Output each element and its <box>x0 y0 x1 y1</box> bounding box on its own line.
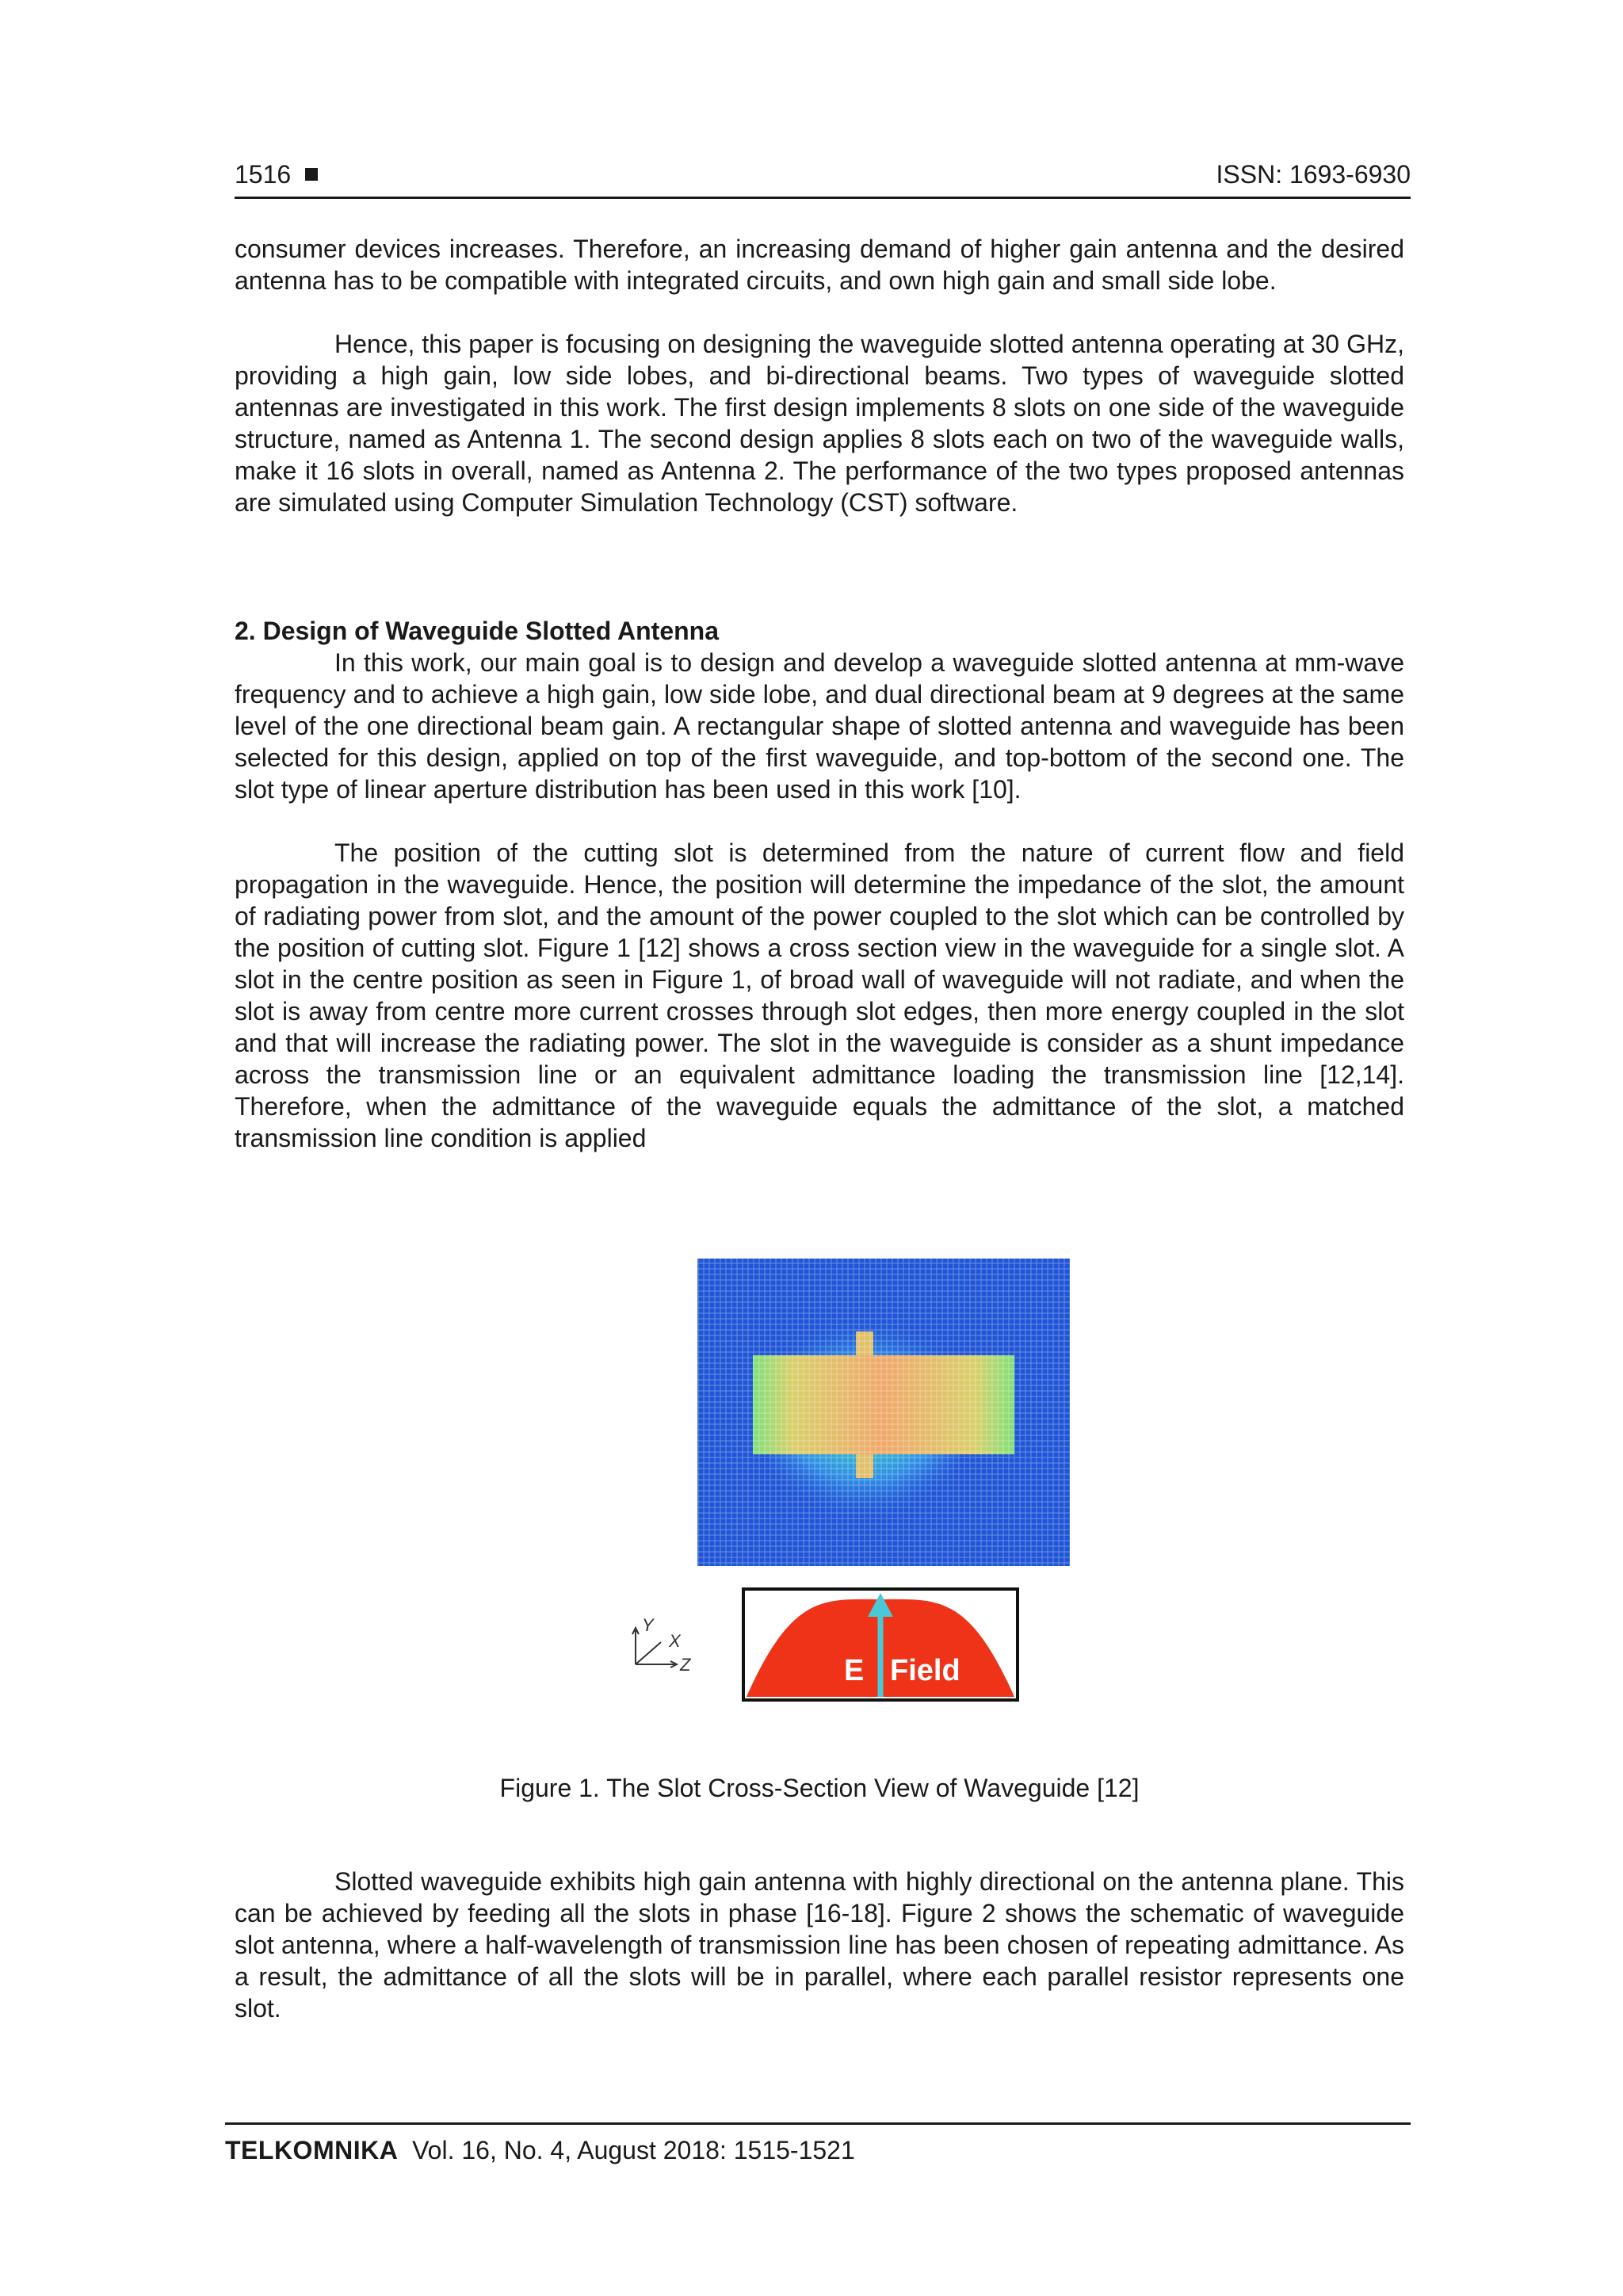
square-bullet-icon <box>305 168 318 181</box>
field-label-field: Field <box>890 1654 960 1687</box>
paragraph-2: Hence, this paper is focusing on designing the waveguide slotted antenna operating at 30 GHz, providing a high gain, low side lobes, and bi-directional beams. Two types of waveguide slotted antennas are investigated in this work. The first design implements 8 slots on one side of the waveguide structure, named as Antenna 1. The second design applies 8 slots each on two of the waveguide walls, make it 16 slots in overall, named as Antenna 2. The performance of the two types proposed antennas are simulated using Computer Simulation Technology (CST) software. <box>235 330 1404 517</box>
page-header <box>235 155 1411 199</box>
axis-z-label: Z <box>680 1655 691 1675</box>
figure-1-caption: Figure 1. The Slot Cross-Section View of Waveguide [12] <box>499 1774 1140 1802</box>
axis-y-label: Y <box>642 1615 654 1635</box>
field-label-e: E <box>844 1654 865 1687</box>
waveguide-cross-section <box>743 1589 1018 1700</box>
figure-1 <box>626 1252 1070 1712</box>
journal-citation: Vol. 16, No. 4, August 2018: 1515-1521 <box>412 2136 855 2164</box>
field-map <box>697 1259 1070 1577</box>
figure-1-graphic <box>626 1252 1070 1712</box>
page-footer <box>225 2122 1411 2166</box>
section-title: 2. Design of Waveguide Slotted Antenna <box>235 617 720 645</box>
paragraph-3: In this work, our main goal is to design and develop a waveguide slotted antenna at mm-wave frequency and to achieve a high gain, low side lobe, and dual directional beam at 9 degrees at the same level of the one directional beam gain. A rectangular shape of slotted antenna and waveguide has been selected for this design, applied on top of the first waveguide, and top-bottom of the second one. The slot type of linear aperture distribution has been used in this work [10]. <box>235 648 1404 804</box>
issn-label: ISSN: 1693-6930 <box>1216 160 1411 189</box>
paragraph-1: consumer devices increases. Therefore, an increasing demand of higher gain antenna and the desired antenna has to be compatible with integrated circuits, and own high gain and small side lobe. <box>235 235 1404 295</box>
x-axis-line <box>636 1642 661 1664</box>
paragraph-5: Slotted waveguide exhibits high gain antenna with highly directional on the antenna plane. This can be achieved by feeding all the slots in phase [16-18]. Figure 2 shows the schematic of waveguide slot antenna, where a half-wavelength of transmission line has been chosen of repeating admittance. As a result, the admittance of all the slots will be in parallel, where each parallel resistor represents one slot. <box>235 1867 1404 2023</box>
paragraph-4: The position of the cutting slot is determined from the nature of current flow and field propagation in the waveguide. Hence, the position will determine the impedance of the slot, the amount of radiating power from slot, and the amount of the power coupled to the slot which can be controlled by the position of cutting slot. Figure 1 [12] shows a cross section view in the waveguide for a single slot. A slot in the centre position as seen in Figure 1, of broad wall of waveguide will not radiate, and when the slot is away from centre more current crosses through slot edges, then more energy coupled in the slot and that will increase the radiating power. The slot in the waveguide is consider as a shunt impedance across the transmission line or an equivalent admittance loading the transmission line [12,14]. Therefore, when the admittance of the waveguide equals the admittance of the slot, a matched transmission line condition is applied <box>235 839 1404 1152</box>
axis-x-label: X <box>669 1631 681 1651</box>
journal-name: TELKOMNIKA <box>225 2136 399 2164</box>
page-number: 1516 <box>235 155 318 193</box>
